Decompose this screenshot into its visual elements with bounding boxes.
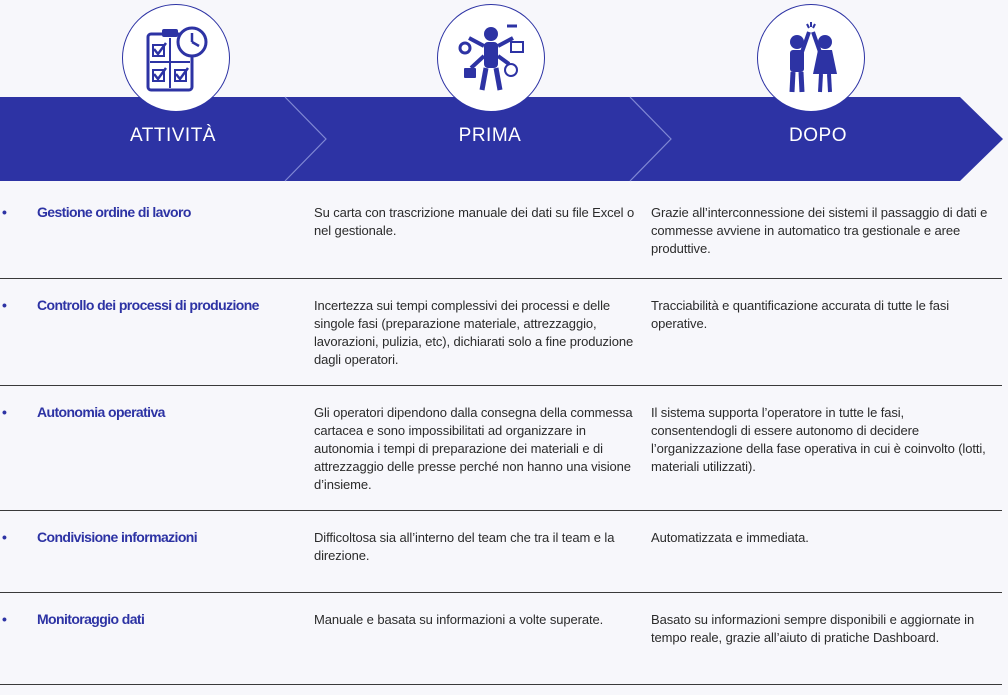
prima-cell: Incertezza sui tempi complessivi dei processi e delle singole fasi (preparazione materiale, attrezzaggio, lavorazioni, pulizia, etc), dichiarati solo a fine produzione dagli operatori.	[314, 298, 634, 367]
column-header-dopo: DOPO	[789, 125, 847, 146]
column-header-attivita: ATTIVITÀ	[130, 125, 216, 146]
bullet-icon: •	[2, 204, 7, 220]
dopo-cell: Il sistema supporta l’operatore in tutte le fasi, consentendogli di essere autonomo di decidere l’organizzazione della fase operativa in cui è coinvolto (lotti, materiali utilizzati).	[651, 405, 986, 474]
dopo-cell: Tracciabilità e quantificazione accurata di tutte le fasi operative.	[651, 298, 950, 331]
prima-cell: Difficoltosa sia all’interno del team che tra il team e la direzione.	[314, 530, 615, 563]
activity-label: Monitoraggio dati	[37, 611, 145, 627]
activity-label: Autonomia operativa	[37, 404, 165, 420]
prima-cell: Gli operatori dipendono dalla consegna della commessa cartacea e sono impossibilitati ad organizzare in autonomia i tempi di preparazione dei materiali e di attrezzaggio delle presse perché non hanno una visione d’insieme.	[314, 405, 633, 492]
activity-label: Condivisione informazioni	[37, 529, 198, 545]
table-row	[0, 611, 1002, 685]
prima-cell: Manuale e basata su informazioni a volte superate.	[314, 612, 604, 627]
bullet-icon: •	[2, 529, 7, 545]
table-row	[0, 529, 1002, 593]
checklist-clock-icon	[122, 4, 230, 112]
column-header-prima: PRIMA	[458, 125, 522, 146]
table-row	[0, 404, 1002, 511]
activity-label: Controllo dei processi di produzione	[37, 297, 259, 313]
dopo-cell: Basato su informazioni sempre disponibili e aggiornate in tempo reale, grazie all’aiuto di pratiche Dashboard.	[651, 612, 975, 645]
bullet-icon: •	[2, 404, 7, 420]
table-row	[0, 297, 1002, 386]
bullet-icon: •	[2, 611, 7, 627]
bullet-icon: •	[2, 297, 7, 313]
high-five-icon	[757, 4, 865, 112]
dopo-cell: Grazie all’interconnessione dei sistemi il passaggio di dati e commesse avviene in automatico tra gestionale e aree produttive.	[651, 205, 988, 256]
prima-cell: Su carta con trascrizione manuale dei dati su file Excel o nel gestionale.	[314, 205, 635, 238]
table-row	[0, 204, 1002, 279]
activity-label: Gestione ordine di lavoro	[37, 204, 191, 220]
stressed-worker-icon	[437, 4, 545, 112]
dopo-cell: Automatizzata e immediata.	[651, 530, 809, 545]
